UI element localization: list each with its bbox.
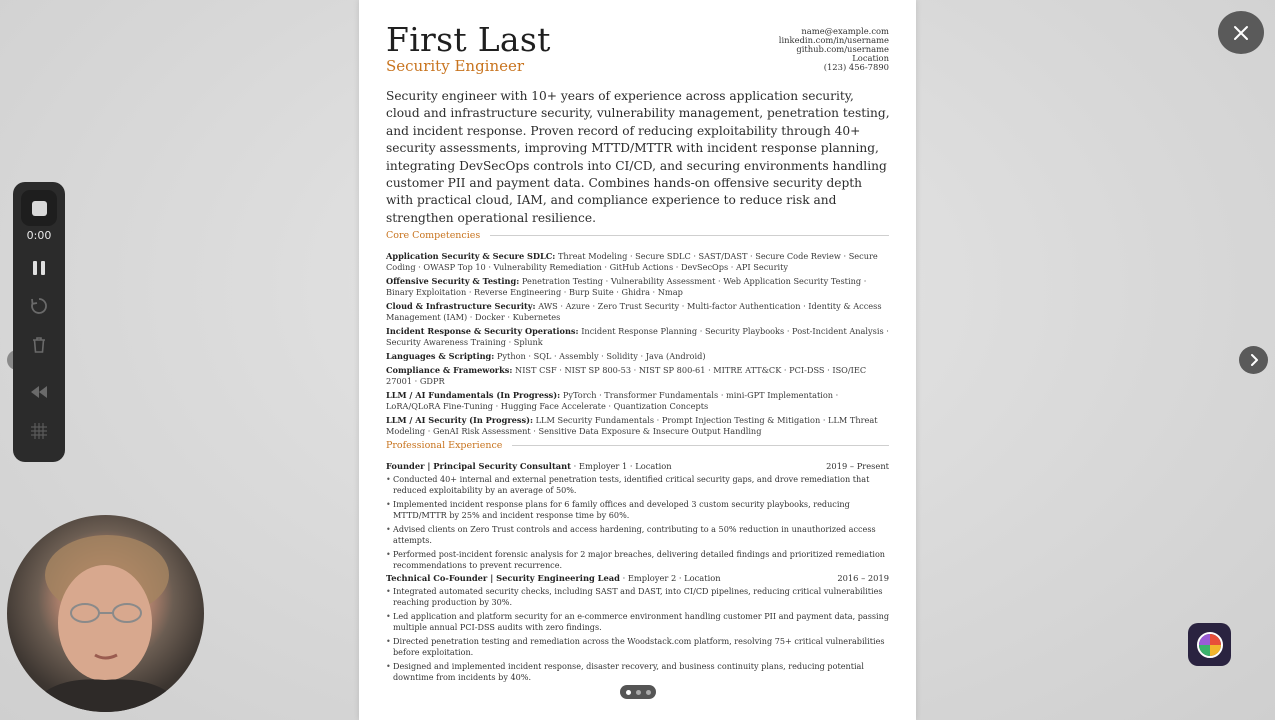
job-dates: 2019 – Present <box>826 461 889 471</box>
job-entry <box>386 573 896 686</box>
summary-paragraph: Security engineer with 10+ years of experience across application security, cloud and infrastructure security, vulnerability management, penetration testing, and incident response. Proven record of reducing exploitability through 40+ security assessments, improving MTTD/MTTR with incident response planning, integrating DevSecOps controls into CI/CD, and securing environments handling customer PII and payment data. Combines hands-on offensive security depth with practical cloud, IAM, and compliance experience to reduce risk and strengthen operational resilience. <box>386 89 890 225</box>
contact-location: Location <box>852 52 889 63</box>
delete-button[interactable] <box>27 333 51 357</box>
experience-heading <box>386 440 889 451</box>
job-dates: 2016 – 2019 <box>837 573 889 583</box>
contact-github: github.com/username <box>796 43 889 54</box>
competency-label: Offensive Security & Testing: <box>386 276 520 286</box>
page-dot[interactable] <box>626 690 631 695</box>
competency-label: LLM / AI Security (In Progress): <box>386 415 533 425</box>
job-bullet: • Integrated automated security checks, including SAST and DAST, into CI/CD pipelines, reducing critical vulnerabilities reaching production by 30%. <box>386 586 896 608</box>
competency-text: PyTorch · Transformer Fundamentals · mini-GPT Implementation · LoRA/QLoRA Fine-Tuning · Hugging Face Accelerate · Quantization Concepts <box>386 390 839 411</box>
competency-label: LLM / AI Fundamentals (In Progress): <box>386 390 561 400</box>
competency-text: Python · SQL · Assembly · Solidity · Java (Android) <box>496 351 706 361</box>
rewind-button[interactable] <box>27 380 51 404</box>
contact-linkedin: linkedin.com/in/username <box>778 34 889 45</box>
section-divider <box>490 235 889 236</box>
competency-text: LLM Security Fundamentals · Prompt Injection Testing & Mitigation · LLM Threat Modeling · GenAI Risk Assessment · Sensitive Data Exposure & Insecure Output Handling <box>386 415 878 436</box>
page-dot[interactable] <box>636 690 641 695</box>
job-header <box>386 573 889 583</box>
stop-button[interactable] <box>21 190 57 226</box>
job-bullet: • Designed and implemented incident response, disaster recovery, and business continuity plans, reducing potential downtime from incidents by 40%. <box>386 661 896 683</box>
job-entry <box>386 461 896 574</box>
competency-label: Incident Response & Security Operations: <box>386 326 579 336</box>
grid-icon <box>30 422 48 440</box>
resume-page <box>359 0 916 720</box>
recording-timer: 0:00 <box>26 229 52 242</box>
job-bullets <box>386 474 896 571</box>
recording-toolbar <box>13 182 65 462</box>
trash-icon <box>31 336 47 354</box>
competency-item <box>386 415 891 437</box>
job-bullet: • Advised clients on Zero Trust controls and access hardening, contributing to a 50% reduction in unauthorized access attempts. <box>386 524 896 546</box>
page-indicator[interactable] <box>620 685 656 699</box>
contact-phone: (123) 456-7890 <box>823 61 889 72</box>
job-title: Founder | Principal Security Consultant <box>386 461 572 471</box>
job-bullet: • Conducted 40+ internal and external penetration tests, identified critical security gaps, and drove remediation that reduced exploitability by an average of 50%. <box>386 474 896 496</box>
app-logo-button[interactable] <box>1188 623 1231 666</box>
page-dot[interactable] <box>646 690 651 695</box>
job-bullet: • Implemented incident response plans for 6 family offices and developed 3 custom security playbooks, reducing MTTD/MTTR by 25% and incident response time by 60%. <box>386 499 896 521</box>
chevron-right-icon <box>1249 354 1259 366</box>
job-meta: · Employer 1 · Location <box>573 461 672 471</box>
competency-item <box>386 390 891 412</box>
competency-item <box>386 251 891 273</box>
competencies-heading <box>386 230 889 241</box>
competency-text: AWS · Azure · Zero Trust Security · Multi-factor Authentication · Identity & Access Management (IAM) · Docker · Kubernetes <box>386 301 882 322</box>
competency-label: Cloud & Infrastructure Security: <box>386 301 536 311</box>
restart-button[interactable] <box>27 294 51 318</box>
stop-icon <box>32 201 47 216</box>
close-button[interactable] <box>1218 11 1264 54</box>
job-bullet: • Led application and platform security for an e-commerce environment handling customer PII and payment data, passing multiple annual PCI-DSS audits with zero findings. <box>386 611 896 633</box>
restart-icon <box>30 297 48 315</box>
job-bullet: • Performed post-incident forensic analysis for 2 major breaches, delivering detailed findings and prioritized remediation recommendations to prevent recurrence. <box>386 549 896 571</box>
rewind-icon <box>29 385 49 399</box>
competency-text: Penetration Testing · Vulnerability Assessment · Web Application Security Testing · Binary Exploitation · Reverse Engineering · Burp Suite · Ghidra · Nmap <box>386 276 867 297</box>
competency-text: NIST CSF · NIST SP 800-53 · NIST SP 800-61 · MITRE ATT&CK · PCI-DSS · ISO/IEC 27001 · GDPR <box>386 365 867 386</box>
close-icon <box>1233 25 1249 41</box>
competency-item <box>386 326 891 348</box>
competency-text: Threat Modeling · Secure SDLC · SAST/DAST · Secure Code Review · Secure Coding · OWASP Top 10 · Vulnerability Remediation · GitHub Actions · DevSecOps · API Security <box>386 251 878 272</box>
section-divider <box>512 445 889 446</box>
webcam-feed-image <box>7 515 204 712</box>
competency-label: Languages & Scripting: <box>386 351 495 361</box>
competency-item <box>386 276 891 298</box>
competency-item <box>386 365 891 387</box>
contact-block <box>779 27 889 72</box>
job-header <box>386 461 889 471</box>
job-bullets <box>386 586 896 683</box>
resume-role: Security Engineer <box>386 57 525 75</box>
contact-email: name@example.com <box>801 26 889 36</box>
experience-heading-label: Professional Experience <box>386 440 503 451</box>
job-meta: · Employer 2 · Location <box>622 573 721 583</box>
webcam-bubble[interactable] <box>7 515 204 712</box>
resume-name: First Last <box>386 20 551 59</box>
competency-label: Compliance & Frameworks: <box>386 365 513 375</box>
competencies-list <box>386 251 891 440</box>
app-logo-icon <box>1195 630 1225 660</box>
pause-icon <box>31 260 47 276</box>
next-page-button[interactable] <box>1239 346 1268 374</box>
job-bullet: • Directed penetration testing and remediation across the Woodstack.com platform, resolving 75+ critical vulnerabilities before exploitation. <box>386 636 896 658</box>
competency-label: Application Security & Secure SDLC: <box>386 251 556 261</box>
grid-button[interactable] <box>27 419 51 443</box>
competency-item <box>386 301 891 323</box>
competencies-heading-label: Core Competencies <box>386 230 481 241</box>
competency-item <box>386 351 891 362</box>
competency-text: Incident Response Planning · Security Playbooks · Post-Incident Analysis · Security Awareness Training · Splunk <box>386 326 889 347</box>
job-title: Technical Co-Founder | Security Engineering Lead <box>386 573 620 583</box>
pause-button[interactable] <box>27 256 51 280</box>
